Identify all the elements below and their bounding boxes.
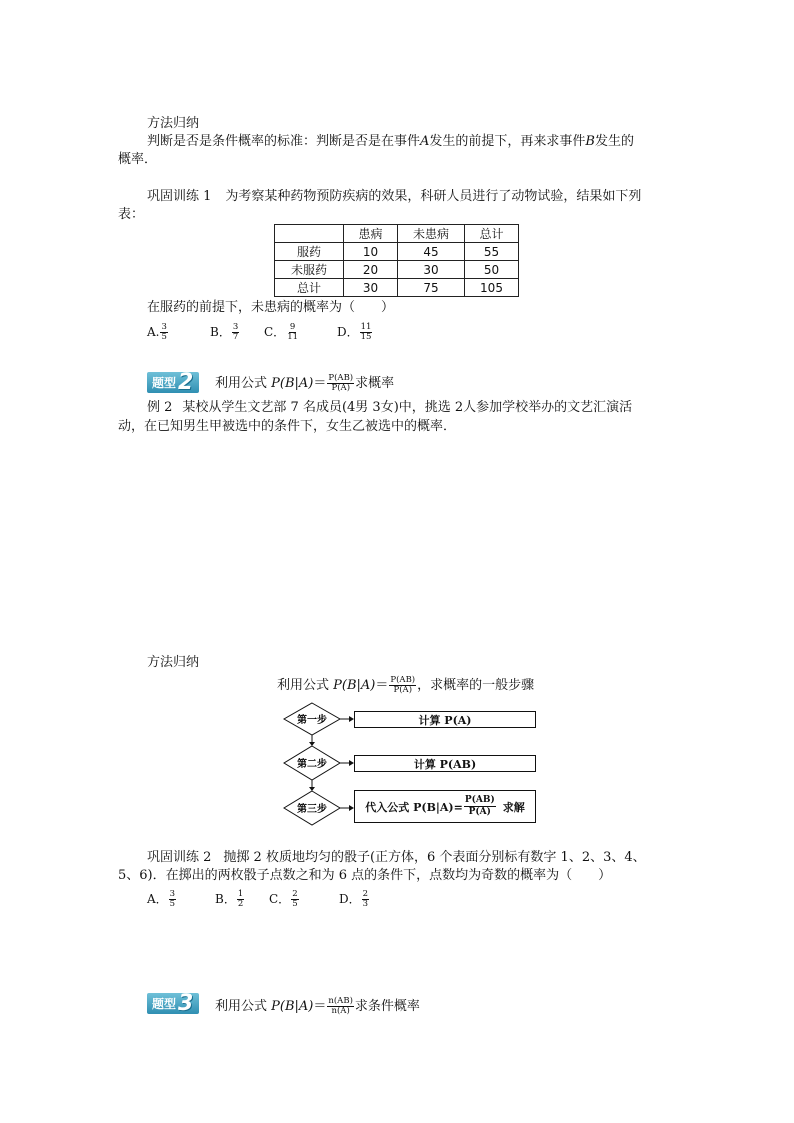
flowchart-diamond-1 [284,703,340,735]
table-cell: 55 [465,243,519,261]
type2-badge-num: 2 [178,372,194,393]
step3-fraction: $\frac{P(AB)}{P(A)}$ [464,795,495,817]
method-text-d: 概率． [118,152,158,167]
exercise1-text2: 表： [118,207,145,222]
table-cell: 45 [398,243,465,261]
exercise1-line1 [147,186,687,208]
type3-title: 利用公式 P(B|A)＝ $\frac{n(AB)}{n(A)}$ 求条件概率 [215,996,420,1016]
method-heading-2: 方法归纳 [147,655,200,670]
type2-title: 利用公式 P(B|A)＝ $\frac{P(AB)}{P(A)}$ 求概率 [215,373,395,393]
table-header-cell: 未患病 [398,225,465,243]
step1-box [354,711,536,728]
choice-b: B． $\frac{3}{7}$ [210,322,239,342]
table-row [275,279,519,297]
table-cell: 75 [398,279,465,297]
table-cell: 总计 [275,279,344,297]
table-row [275,243,519,261]
exercise1-question: 在服药的前提下，未患病的概率为（ ） [147,300,395,315]
table-cell: 10 [344,243,398,261]
choice-d: D． $\frac{2}{3}$ [339,889,369,909]
table-header-row [275,225,519,243]
type3-badge-num: 3 [178,993,194,1014]
step2-box [354,755,536,772]
exercise1-choices [147,318,467,344]
table-row [275,261,519,279]
step3-text-suffix: 求解 [502,800,525,814]
table-header-cell [275,225,344,243]
table-cell: 50 [465,261,519,279]
exercise2-text2: 5、6)．在掷出的两枚骰子点数之和为 6 点的条件下，点数均为奇数的概率为（ ） [118,868,612,883]
choice-c: C． $\frac{2}{5}$ [269,889,298,909]
data-table [274,224,519,297]
step1-label: 第一步 [297,715,327,726]
table-header-cell: 患病 [344,225,398,243]
step1-text: 计算 P(A) [418,713,472,727]
choice-b: B． $\frac{1}{2}$ [215,889,244,909]
choice-c: C． $\frac{9}{11}$ [264,322,299,342]
method-text-1 [147,131,677,153]
table-cell: 30 [398,261,465,279]
exercise2-text1: 抛掷 2 枚质地均匀的骰子(正方体，6 个表面分别标有数字 1、2、3、4、 [223,850,646,865]
exercise2-label: 巩固训练 2 [147,850,212,865]
table-header-cell: 总计 [465,225,519,243]
choice-a: A. $\frac{3}{5}$ [147,322,167,342]
var-a: A [420,134,430,149]
exercise1-text1: 为考察某种药物预防疾病的效果，科研人员进行了动物试验，结果如下列 [225,189,642,204]
method-heading-1: 方法归纳 [147,116,200,131]
step2-label: 第二步 [297,759,327,770]
exercise1-label: 巩固训练 1 [147,189,212,204]
method-text-c: 发生的 [594,134,634,149]
method-text-b: 发生的前提下，再来求事件 [429,134,586,149]
flowchart-diamond-2 [284,746,340,780]
example2-text1: 某校从学生文艺部 7 名成员(4男 3女)中，挑选 2人参加学校举办的文艺汇演活 [182,400,633,415]
step2-text: 计算 P(AB) [413,757,477,771]
step3-text-prefix: 代入公式 P(B|A)= [365,800,463,814]
method-text-a: 判断是否是条件概率的标准：判断是否是在事件 [147,134,421,149]
example2-label: 例 2 [147,400,173,415]
table-cell: 105 [465,279,519,297]
table-cell: 30 [344,279,398,297]
table-cell: 服药 [275,243,344,261]
choice-d: D． $\frac{11}{15}$ [337,322,372,342]
flowchart-diamond-3 [284,791,340,825]
type3-badge-text: 题型 [152,997,177,1011]
step3-label: 第三步 [297,804,327,815]
choice-a: A． $\frac{3}{5}$ [147,889,176,909]
step3-box [354,790,536,823]
table-cell: 未服药 [275,261,344,279]
exercise2-choices [147,886,467,912]
type2-badge [147,372,199,393]
var-b: B [585,134,595,149]
table-cell: 20 [344,261,398,279]
example2-text2: 动，在已知男生甲被选中的条件下，女生乙被选中的概率． [118,419,457,434]
type2-badge-text: 题型 [152,376,177,390]
method2-title: 利用公式 P(B|A)＝ $\frac{P(AB)}{P(A)}$ ，求概率的一般步骤 [277,675,535,695]
type3-badge [147,993,199,1014]
